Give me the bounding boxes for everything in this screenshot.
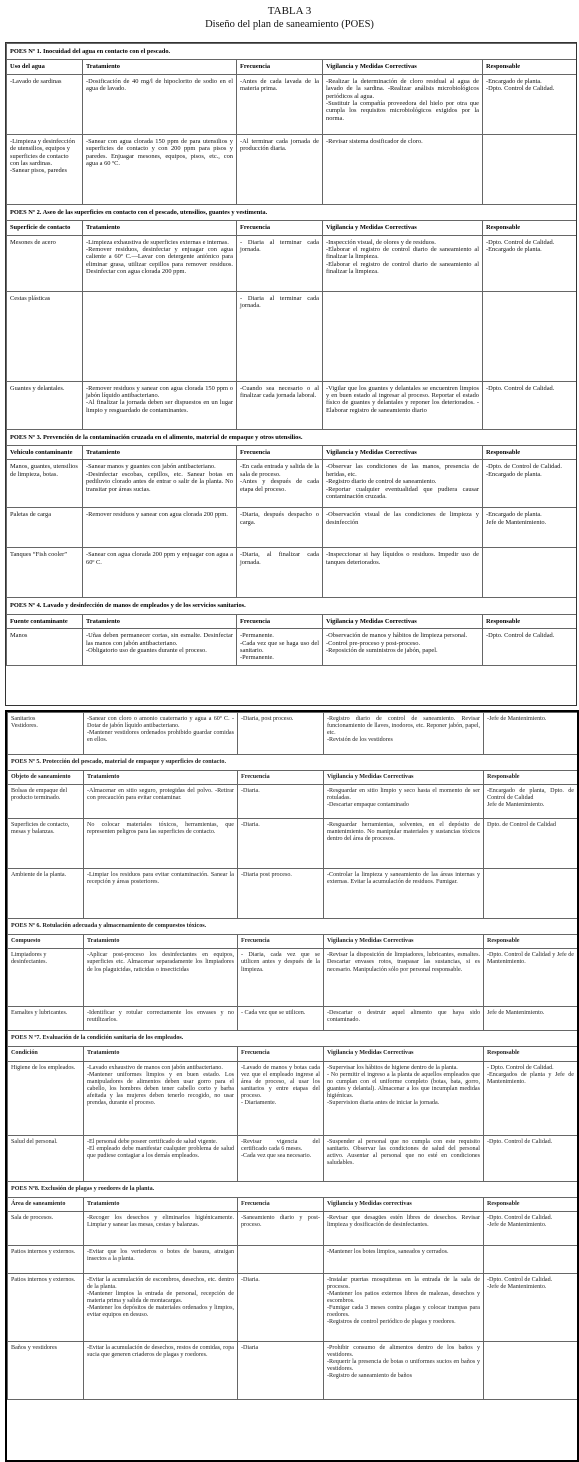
cell-responsible: -Encargado de planta. -Dpto. Control de Calidad. <box>483 74 577 134</box>
section-title: POES Nº 4. Lavado y desinfección de manos de empleados y de los servicios sanitarios. <box>7 598 577 614</box>
header-treatment: Tratamiento <box>84 1197 238 1211</box>
cell-surveillance: -Resguardar en sitio limpio y seco hasta el momento de ser rotuladas. -Descartar empaque contaminado <box>324 785 484 819</box>
header-frequency: Frecuencia <box>238 1047 324 1061</box>
header-object: Área de saneamiento <box>8 1197 84 1211</box>
cell-surveillance: -Revisar sistema dosificador de cloro. <box>323 134 483 204</box>
header-treatment: Tratamiento <box>84 771 238 785</box>
cell-treatment: -El personal debe poseer certificado de salud vigente. -El empleado debe manifestar cualquier problema de salud que pudiese contagiar a los demás empleados. <box>84 1135 238 1181</box>
section-row <box>8 1181 578 1197</box>
header-treatment: Tratamiento <box>83 446 237 460</box>
header-object: Condición <box>8 1047 84 1061</box>
cell-surveillance: -Revisar que desagües estén libres de desechos. Revisar limpieza y dosificación de desinfectantes. <box>324 1211 484 1245</box>
cell-frequency: - Diaria, cada vez que se utilicen antes y después de la limpieza. <box>238 949 324 1007</box>
cell-frequency: -Diaria. <box>238 819 324 869</box>
section-row <box>8 755 578 771</box>
cell-responsible: -Encargado de planta, Dpto. de Control de Calidad Jefe de Mantenimiento. <box>484 785 578 819</box>
cell-frequency: -Diaria post proceso. <box>238 869 324 919</box>
section-row <box>7 204 577 220</box>
poes-table-1-4 <box>6 43 577 666</box>
cell-treatment: -Recoger los desechos y eliminarlos higiénicamente. Limpiar y sanear las mesas, cestas y balanzas. <box>84 1211 238 1245</box>
cell-object: Patios internos y externos. <box>8 1273 84 1341</box>
header-responsible: Responsable <box>483 446 577 460</box>
cell-object: Higiene de los empleados. <box>8 1061 84 1135</box>
table-row <box>8 713 578 755</box>
cell-treatment: -Limpieza exhaustiva de superficies externas e internas. -Remover residuos, desinfectar y enjuagar con agua caliente a 60º C.—Lavar con detergente aniónico para eliminar grasa, utilizar cepillos para remover residuos. Desinfectar con agua clorada 200 ppm. <box>83 235 237 291</box>
table-row <box>8 1245 578 1273</box>
header-surveillance: Vigilancia y Medidas Correctivas <box>324 771 484 785</box>
cell-surveillance: -Prohibir consumo de alimentos dentro de los baños y vestidores. -Requerir la presencia de botas o uniformes sucios en baños y vestidores. -Registro de saneamiento de baños <box>324 1341 484 1399</box>
cell-treatment: -Sanear con agua clorada 200 ppm y enjuagar con agua a 60º C. <box>83 548 237 598</box>
section-row <box>8 1031 578 1047</box>
cell-object: Patios internos y externos. <box>8 1245 84 1273</box>
cell-responsible: -Dpto. Control de Calidad. <box>483 381 577 429</box>
cell-object: Bolsas de empaque del producto terminado. <box>8 785 84 819</box>
document-title-block <box>0 5 579 31</box>
table-row <box>8 1273 578 1341</box>
section-title: POES Nº 3. Prevención de la contaminación cruzada en el alimento, material de empaque y otros utensilios. <box>7 429 577 445</box>
cell-object: Sanitarios Vestidores. <box>8 713 84 755</box>
cell-surveillance: -Instalar puertas mosquiteras en la entrada de la sala de procesos. -Mantener los patios externos libres de malezas, desechos y escombros. -Fumigar cada 3 meses contra plagas y colocar trampas para roedores. -Registros de control periódico de plagas y roedores. <box>324 1273 484 1341</box>
header-surveillance: Vigilancia y Medidas Correctivas <box>323 446 483 460</box>
header-responsible: Responsable <box>484 1197 578 1211</box>
section-row <box>7 598 577 614</box>
poes-table-4-8 <box>7 712 578 1400</box>
poes-table-part-2 <box>5 710 579 1462</box>
cell-treatment: -Sanear manos y guantes con jabón antibacteriano. -Desinfectar escobas, cepillos, etc. Sanear botas en pediluvio clorado antes de entrar o salir de la planta. No transitar por áreas sucias. <box>83 460 237 508</box>
table-row <box>7 235 577 291</box>
header-treatment: Tratamiento <box>84 935 238 949</box>
poes-table-part-1 <box>5 42 577 706</box>
section-title: POES Nº 5. Protección del pescado, material de empaque y superficies de contacto. <box>8 755 578 771</box>
cell-treatment: No colocar materiales tóxicos, herramientas, que representen peligros para las superficies de contacto. <box>84 819 238 869</box>
table-row <box>7 629 577 666</box>
cell-frequency: -Antes de cada lavada de la materia prima. <box>237 74 323 134</box>
table-row <box>8 1211 578 1245</box>
cell-frequency: - Cada vez que se utilicen. <box>238 1007 324 1031</box>
cell-object: Manos, guantes, utensilios de limpieza, botas. <box>7 460 83 508</box>
header-surveillance: Vigilancia y Medidas Correctivas <box>323 614 483 628</box>
cell-object: Esmaltes y lubricantes. <box>8 1007 84 1031</box>
cell-treatment: -Sanear con agua clorada 150 ppm de para utensilios y superficies de contacto y con 200 ppm para pisos y paredes. Enjuagar mesones, equipos, pisos, etc., con agua a 60 ºC. <box>83 134 237 204</box>
table-row <box>8 819 578 869</box>
header-frequency: Frecuencia <box>238 1197 324 1211</box>
cell-responsible: Dpto. de Control de Calidad <box>484 819 578 869</box>
cell-frequency: -Diaria, post proceso. <box>238 713 324 755</box>
table-caption: Diseño del plan de saneamiento (POES) <box>205 19 374 30</box>
cell-responsible <box>483 548 577 598</box>
cell-treatment: -Lavado exhaustivo de manos con jabón antibacteriano. -Mantener uniformes limpios y en buen estado. Los manipuladores de alimentos deben usar gorro para el cabello, los hombres deben tener cabello corto y barba afeitada y las mujeres deben tenerlo recogido, no usar prendas, durante el proceso. <box>84 1061 238 1135</box>
cell-responsible: Jefe de Mantenimiento. <box>484 1007 578 1031</box>
header-responsible: Responsable <box>483 221 577 235</box>
cell-treatment: -Aplicar post-proceso los desinfectantes en equipos, superficies etc. Almacenar separadamente los limpiadores de los plaguicidas, raticidas o insecticidas <box>84 949 238 1007</box>
cell-responsible: -Encargado de planta. Jefe de Mantenimiento. <box>483 508 577 548</box>
cell-treatment: -Remover residuos y sanear con agua clorada 200 ppm. <box>83 508 237 548</box>
cell-treatment: -Evitar la acumulación de desechos, restos de comidas, ropa sucia que generen criaderos de plagas y roedores. <box>84 1341 238 1399</box>
cell-surveillance: -Revisar la disposición de limpiadores, lubricantes, esmaltes. Descartar envases rotos, traspasar las sustancias, si es necesario. Manipulación sólo por personal responsable. <box>324 949 484 1007</box>
cell-treatment: -Sanear con cloro o amonio cuaternario y agua a 60º C. -Dotar de jabón líquido antibacteriano. -Mantener vestidores ordenados prohibido guardar comidas en ellos. <box>84 713 238 755</box>
cell-responsible <box>484 1245 578 1273</box>
cell-treatment <box>83 291 237 381</box>
cell-surveillance: -Observación visual de las condiciones de limpieza y desinfección <box>323 508 483 548</box>
table-row <box>8 869 578 919</box>
table-row <box>8 1135 578 1181</box>
cell-treatment: -Dosificación de 40 mg/l de hipoclorito de sodio en el agua de lavado. <box>83 74 237 134</box>
cell-frequency: - Diaria al terminar cada jornada. <box>237 235 323 291</box>
table-row <box>7 74 577 134</box>
cell-responsible: -Dpto. Control de Calidad. -Jefe de Mantenimiento. <box>484 1273 578 1341</box>
header-object: Fuente contaminante <box>7 614 83 628</box>
cell-treatment: -Identificar y rotular correctamente los envases y no reutilizarlos. <box>84 1007 238 1031</box>
cell-frequency: -Diaria <box>238 1341 324 1399</box>
section-title: POES Nº 1. Inocuidad del agua en contacto con el pescado. <box>7 44 577 60</box>
table-row <box>7 508 577 548</box>
cell-frequency <box>238 1245 324 1273</box>
cell-frequency: -Cuando sea necesario o al finalizar cada jornada laboral. <box>237 381 323 429</box>
cell-surveillance: -Descartar o destruir aquel alimento que haya sido contaminado. <box>324 1007 484 1031</box>
cell-surveillance: -Supervisar los hábitos de higiene dentro de la planta. - No permitir el ingreso a la planta de aquellos empleados que no cumplan con el uniforme completo (botas, bata, gorro, guantes y delantal). Almacenar a los que incumplan medidas higiénicas. -Supervision diaria antes de iniciar la jornada. <box>324 1061 484 1135</box>
cell-frequency: -Permanente. -Cada vez que se haga uso del sanitario. -Permanente. <box>237 629 323 666</box>
section-title: POES Nº 2. Aseo de las superficies en contacto con el pescado, utensilios, guantes y vestimenta. <box>7 204 577 220</box>
cell-frequency: -Lavado de manos y botas cada vez que el empleado ingrese al área de proceso, al usar los sanitarios y entre etapas del proceso. - Diariamente. <box>238 1061 324 1135</box>
cell-object: Superficies de contacto, mesas y balanzas. <box>8 819 84 869</box>
header-frequency: Frecuencia <box>237 221 323 235</box>
cell-treatment: -Almacenar en sitio seguro, protegidas del polvo. -Retirar con precaución para evitar contaminar. <box>84 785 238 819</box>
header-frequency: Frecuencia <box>237 614 323 628</box>
cell-surveillance: -Registro diario de control de saneamiento. Revisar funcionamiento de llaves, inodoros, etc. Reponer jabón, papel, etc. -Revisión de los vestidores <box>324 713 484 755</box>
table-row <box>7 291 577 381</box>
cell-surveillance: -Inspeccionar si hay líquidos o residuos. Impedir uso de tanques deteriorados. <box>323 548 483 598</box>
cell-object: Mesones de acero <box>7 235 83 291</box>
cell-responsible <box>483 291 577 381</box>
table-row <box>7 134 577 204</box>
cell-surveillance: -Realizar la determinación de cloro residual al agua de lavado de la sardina. -Realizar análisis microbiológicos periódicos al agua. -Sustituir la compañía proveedora del hielo por otra que cumpla los requisitos microbiológicos exigidos por la norma. <box>323 74 483 134</box>
cell-frequency: -En cada entrada y salida de la sala de proceso. -Antes y después de cada etapa del proceso. <box>237 460 323 508</box>
header-treatment: Tratamiento <box>83 614 237 628</box>
header-row <box>8 771 578 785</box>
header-object: Superficie de contacto <box>7 221 83 235</box>
header-frequency: Frecuencia <box>237 446 323 460</box>
header-responsible: Responsable <box>484 771 578 785</box>
cell-object: Salud del personal. <box>8 1135 84 1181</box>
header-object: Vehículo contaminante <box>7 446 83 460</box>
cell-object: Sala de procesos. <box>8 1211 84 1245</box>
header-treatment: Tratamiento <box>84 1047 238 1061</box>
cell-surveillance: -Inspección visual, de olores y de residuos. -Elaborar el registro de control diario de saneamiento al finalizar la limpieza. -Elaborar el registro de control diario de saneamiento al finalizar la limpieza. <box>323 235 483 291</box>
cell-object: Baños y vestidores <box>8 1341 84 1399</box>
table-row <box>8 1061 578 1135</box>
cell-treatment: -Uñas deben permanecer cortas, sin esmalte. Desinfectar las manos con jabón antibacteriano. -Obligatorio uso de guantes durante el proceso. <box>83 629 237 666</box>
header-frequency: Frecuencia <box>237 60 323 74</box>
cell-responsible <box>484 869 578 919</box>
cell-responsible: -Dpto. Control de Calidad. -Jefe de Mantenimiento. <box>484 1211 578 1245</box>
cell-surveillance: -Observar las condiciones de las manos, presencia de heridas, etc. -Registro diario de control de saneamiento. -Reportar cualquier eventualidad que pudiera causar contaminación cruzada. <box>323 460 483 508</box>
cell-surveillance: -Resguardar herramientas, solventes, en el depósito de mantenimiento. No manipular materiales y sustancias tóxicos dentro del área de procesos. <box>324 819 484 869</box>
cell-surveillance: -Vigilar que los guantes y delantales se encuentren limpios y en buen estado al ingresar al proceso. Reportar el estado físico de guantes y delantales y reponer los deteriorados. -Elaborar registro de saneamiento diario <box>323 381 483 429</box>
cell-object: Cestas plásticas <box>7 291 83 381</box>
cell-object: -Lavado de sardinas <box>7 74 83 134</box>
cell-object: Paletas de carga <box>7 508 83 548</box>
cell-object: Ambiente de la planta. <box>8 869 84 919</box>
table-number: TABLA 3 <box>267 5 312 17</box>
table-row <box>7 548 577 598</box>
cell-responsible: -Dpto. Control de Calidad. <box>483 629 577 666</box>
table-row <box>7 460 577 508</box>
header-surveillance: Vigilancia y Medidas correctivas <box>324 1197 484 1211</box>
header-responsible: Responsable <box>484 935 578 949</box>
header-surveillance: Vigilancia y Medidas Correctivas <box>323 221 483 235</box>
cell-treatment: -Evitar la acumulación de escombros, desechos, etc. dentro de la planta. -Mantener limpios la entrada de personal, recepción de materia prima y salida de montacargas. -Mantener los depósitos de materiales ordenados y limpios, evitar equipos en desuso. <box>84 1273 238 1341</box>
header-row <box>7 221 577 235</box>
header-surveillance: Vigilancia y Medidas Correctivas <box>324 935 484 949</box>
header-treatment: Tratamiento <box>83 221 237 235</box>
cell-surveillance: -Controlar la limpieza y saneamiento de las áreas internas y externas. Evitar la acumulación de residuos. Fumigar. <box>324 869 484 919</box>
header-object: Objeto de saneamiento <box>8 771 84 785</box>
cell-surveillance: -Observación de manos y hábitos de limpieza personal. -Control pre-proceso y post-proceso. -Reposición de suministros de jabón, papel. <box>323 629 483 666</box>
section-row <box>8 919 578 935</box>
cell-treatment: -Evitar que los vertederos o botes de basura, atraigan insectos a la planta. <box>84 1245 238 1273</box>
cell-frequency: -Diaria. <box>238 785 324 819</box>
cell-object: Tanques “Fish cooler” <box>7 548 83 598</box>
cell-frequency: -Diaria, al finalizar cada jornada. <box>237 548 323 598</box>
header-responsible: Responsable <box>484 1047 578 1061</box>
cell-surveillance <box>323 291 483 381</box>
header-row <box>8 1197 578 1211</box>
header-row <box>8 1047 578 1061</box>
header-surveillance: Vigilancia y Medidas Correctivas <box>324 1047 484 1061</box>
cell-surveillance: -Suspender al personal que no cumpla con este requisito sanitario. Observar las condiciones de salud del personal activo. Ausentar al personal que no esté en condiciones saludables. <box>324 1135 484 1181</box>
cell-frequency: -Diaria, después despacho o carga. <box>237 508 323 548</box>
cell-frequency: -Revisar vigencia del certificado cada 6 meses. -Cada vez que sea necesario. <box>238 1135 324 1181</box>
header-treatment: Tratamiento <box>83 60 237 74</box>
header-responsible: Responsable <box>483 614 577 628</box>
header-row <box>8 935 578 949</box>
cell-responsible: -Dpto. Control de Calidad y Jefe de Mantenimiento. <box>484 949 578 1007</box>
header-frequency: Frecuencia <box>238 935 324 949</box>
section-title: POES Nº8. Exclusión de plagas y roedores de la planta. <box>8 1181 578 1197</box>
cell-object: Manos <box>7 629 83 666</box>
section-row <box>7 44 577 60</box>
header-row <box>7 446 577 460</box>
table-row <box>8 949 578 1007</box>
cell-frequency: - Diaria al terminar cada jornada. <box>237 291 323 381</box>
cell-treatment: -Limpiar los residuos para evitar contaminación. Sanear la recepción y áreas posteriores. <box>84 869 238 919</box>
header-row <box>7 614 577 628</box>
cell-frequency: -Diaria. <box>238 1273 324 1341</box>
section-row <box>7 429 577 445</box>
cell-object: Guantes y delantales. <box>7 381 83 429</box>
header-object: Compuesto <box>8 935 84 949</box>
section-title: POES N º7. Evaluación de la condición sanitaria de los empleados. <box>8 1031 578 1047</box>
cell-frequency: -Al terminar cada jornada de producción diaria. <box>237 134 323 204</box>
cell-responsible <box>484 1341 578 1399</box>
header-frequency: Frecuencia <box>238 771 324 785</box>
section-title: POES Nº 6. Rotulación adecuada y almacenamiento de compuestos tóxicos. <box>8 919 578 935</box>
table-row <box>8 1007 578 1031</box>
cell-responsible <box>483 134 577 204</box>
cell-object: Limpiadores y desinfectantes. <box>8 949 84 1007</box>
table-row <box>8 785 578 819</box>
cell-surveillance: -Mantener los botes limpios, saneados y cerrados. <box>324 1245 484 1273</box>
header-responsible: Responsable <box>483 60 577 74</box>
cell-responsible: -Dpto. Control de Calidad. -Encargado de planta. <box>483 235 577 291</box>
header-object: Uso del agua <box>7 60 83 74</box>
cell-frequency: -Saneamiento diario y post-proceso. <box>238 1211 324 1245</box>
table-row <box>8 1341 578 1399</box>
cell-responsible: -Jefe de Mantenimiento. <box>484 713 578 755</box>
cell-responsible: -Dpto. de Control de Calidad. -Encargado de planta. <box>483 460 577 508</box>
header-surveillance: Vigilancia y Medidas Correctivas <box>323 60 483 74</box>
cell-object: -Limpieza y desinfección de utensilios, equipos y superficies de contacto con las sardinas. -Sanear pisos, paredes <box>7 134 83 204</box>
cell-responsible: - Dpto. Control de Calidad. -Encargados de planta y Jefe de Mantenimiento. <box>484 1061 578 1135</box>
table-row <box>7 381 577 429</box>
header-row <box>7 60 577 74</box>
cell-treatment: -Remover residuos y sanear con agua clorada 150 ppm o jabón líquido antibacteriano. -Al finalizar la jornada deben ser dispuestos en un lugar limpio y resguardado de contaminantes. <box>83 381 237 429</box>
cell-responsible: -Dpto. Control de Calidad. <box>484 1135 578 1181</box>
